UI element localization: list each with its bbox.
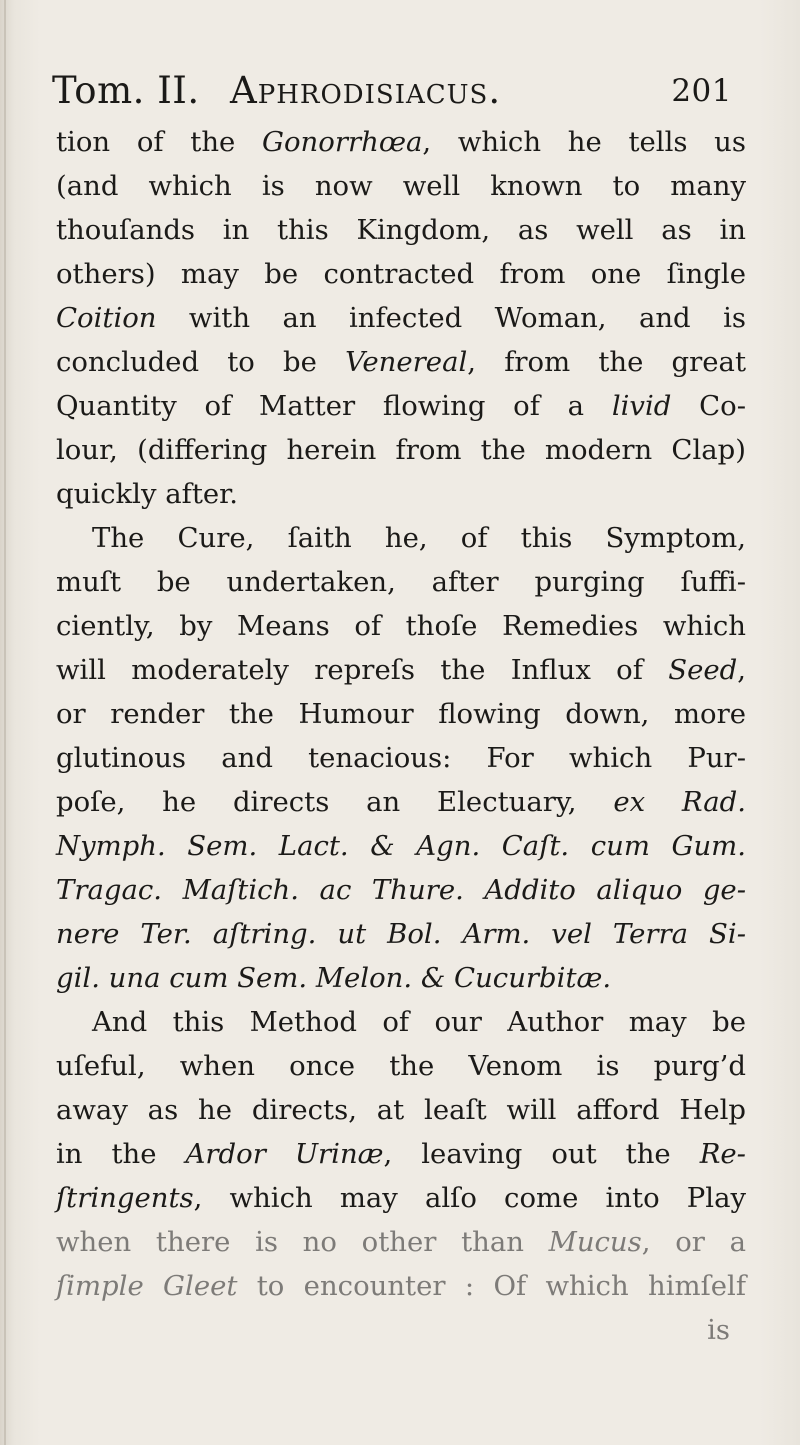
italic-text: ſimple Gleet	[56, 1270, 238, 1302]
text-line	[56, 560, 746, 604]
italic-text: Mucus	[548, 1226, 642, 1258]
text-segment: ciently, by Means of thoſe Remedies which	[56, 610, 746, 642]
italic-text: Nymph. Sem. Lact. & Agn. Caſt. cum Gum.	[56, 830, 746, 862]
italic-text: Ardor Urinæ	[185, 1138, 384, 1170]
text-segment: The Cure, ſaith he, of this Symptom,	[92, 522, 746, 554]
text-segment: tion of the	[56, 126, 263, 158]
text-segment: concluded to be	[56, 346, 346, 378]
text-line	[56, 692, 746, 736]
text-line	[56, 296, 746, 340]
text-line	[56, 252, 746, 296]
text-line	[56, 1308, 746, 1352]
text-segment: away as he directs, at leaſt will afford Help	[56, 1094, 746, 1126]
text-segment: with an infected Woman, and is	[156, 302, 746, 334]
text-line	[56, 1220, 746, 1264]
text-segment: in the	[56, 1138, 186, 1170]
text-segment: Quantity of Matter flowing of a	[56, 390, 612, 422]
volume-label: Tom. II.	[52, 69, 200, 112]
text-segment: lour, (differing herein from the modern Clap)	[56, 434, 746, 466]
text-segment: poſe, he directs an Electuary,	[56, 786, 614, 818]
text-segment: , which may alſo come into Play	[193, 1182, 746, 1214]
page-number: 201	[671, 73, 732, 109]
running-title: Aphrodisiacus.	[230, 69, 502, 112]
text-segment: glutinous and tenacious: For which Pur-	[56, 742, 746, 774]
running-head	[52, 66, 732, 116]
text-line	[56, 1044, 746, 1088]
italic-text: Tragac. Maſtich. ac Thure. Addito aliquo ge-	[56, 874, 746, 906]
italic-text: ſtringents	[56, 1182, 194, 1214]
page-gutter-edge	[4, 0, 6, 1445]
text-line	[56, 120, 746, 164]
text-line	[56, 824, 746, 868]
text-line	[56, 1000, 746, 1044]
italic-text: ex Rad.	[613, 786, 746, 818]
italic-text: livid	[611, 390, 672, 422]
italic-text: gil. una cum Sem. Melon. & Cucurbitæ.	[56, 962, 612, 994]
text-segment: ,	[737, 654, 746, 686]
italic-text: Seed	[668, 654, 738, 686]
text-segment: (and which is now well known to many	[56, 170, 746, 202]
italic-text: Re-	[699, 1138, 746, 1170]
text-segment: others) may be contracted from one ſingle	[56, 258, 746, 290]
text-segment: muſt be undertaken, after purging ſuffi-	[56, 566, 746, 598]
text-segment: And this Method of our Author may be	[92, 1006, 746, 1038]
text-segment: , which he tells us	[422, 126, 747, 158]
italic-text: Gonorrhœa	[262, 126, 423, 158]
text-line	[56, 736, 746, 780]
text-line	[56, 384, 746, 428]
text-segment: quickly after.	[56, 478, 239, 510]
text-line	[56, 1264, 746, 1308]
text-line	[56, 604, 746, 648]
text-segment: or render the Humour flowing down, more	[56, 698, 746, 730]
text-segment: uſeful, when once the Venom is purg’d	[56, 1050, 746, 1082]
text-segment: , from the great	[467, 346, 746, 378]
body-text	[56, 120, 746, 1352]
italic-text: Coition	[56, 302, 157, 334]
text-segment: to encounter : Of which himſelf	[237, 1270, 746, 1302]
text-segment: when there is no other than	[56, 1226, 549, 1258]
text-segment: , or a	[641, 1226, 746, 1258]
text-line	[56, 208, 746, 252]
text-line	[56, 956, 746, 1000]
text-line	[56, 1176, 746, 1220]
text-line	[56, 164, 746, 208]
text-segment: thouſands in this Kingdom, as well as in	[56, 214, 746, 246]
text-segment: Co-	[671, 390, 746, 422]
text-line	[56, 912, 746, 956]
text-segment: is	[707, 1314, 730, 1346]
italic-text: nere Ter. aſtring. ut Bol. Arm. vel Terra Si-	[56, 918, 746, 950]
text-line	[56, 868, 746, 912]
text-segment: will moderately repreſs the Influx of	[56, 654, 669, 686]
italic-text: Venereal	[345, 346, 468, 378]
text-line	[56, 1132, 746, 1176]
text-line	[56, 780, 746, 824]
text-line	[56, 648, 746, 692]
text-segment: , leaving out the	[383, 1138, 700, 1170]
text-line	[56, 516, 746, 560]
text-line	[56, 472, 746, 516]
text-line	[56, 340, 746, 384]
text-line	[56, 1088, 746, 1132]
text-line	[56, 428, 746, 472]
